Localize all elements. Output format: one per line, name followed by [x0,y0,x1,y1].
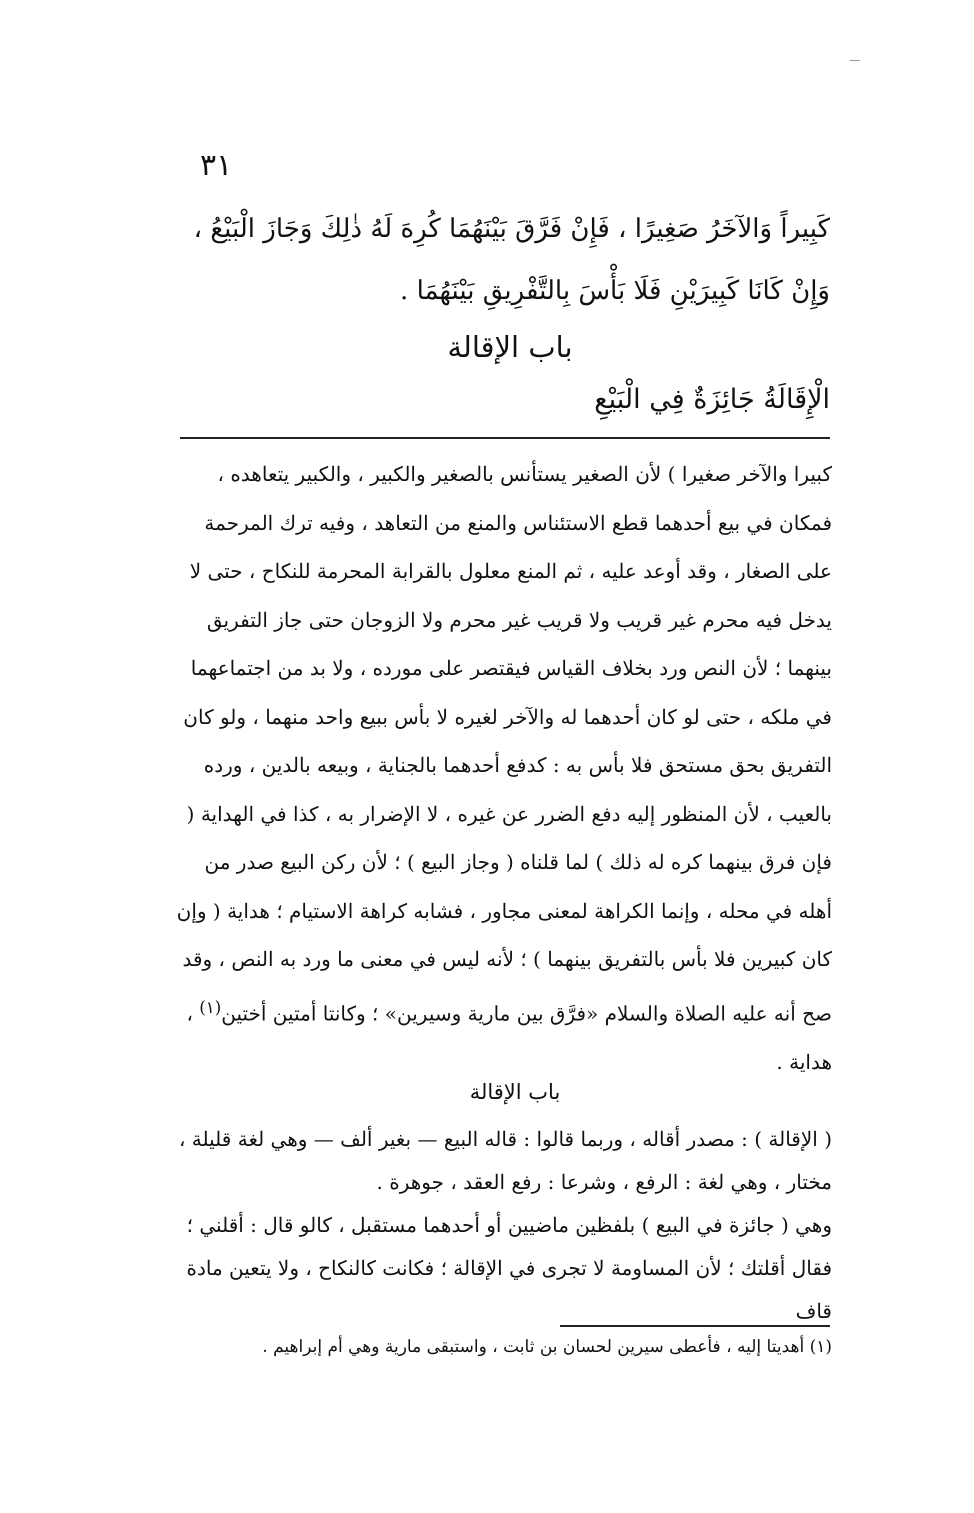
page-number: ٣١ [200,148,233,183]
definitions [170,1118,832,1333]
footnote [170,1332,832,1362]
commentary [170,450,832,1086]
footnote-text: (١) أهديتا إليه ، فأعطى سيرين لحسان بن ثابت ، واستبقى مارية وهي أم إبراهيم . [262,1337,832,1357]
definition-paragraph-1: ( الإقالة ) : مصدر أقاله ، وربما قالوا : قاله البيع — بغير ألف — وهي لغة قليلة ، مختار ، وهي لغة : الرفع ، وشرعا : رفع العقد ، جوهرة . [178,1127,832,1194]
scan-mark [850,60,860,61]
commentary-end: ، هداية . [186,1001,832,1074]
footnote-rule [560,1325,830,1327]
main-text [170,198,830,322]
commentary-text: كبيرا والآخر صغيرا ) لأن الصغير يستأنس بالصغير والكبير ، والكبير يتعاهده ، فمكان في بيع أحدهما قطع الاستئناس والمنع من التعاهد ، وفيه ترك المرحمة على الصغار ، وقد أوعد عليه ، ثم المنع معلول بالقرابة المحرمة للنكاح ، حتى لا يدخل فيه محرم غير قريب ولا قريب غير محرم ولا الزوجان حتى جاز التفريق بينهما ؛ لأن النص ورد بخلاف القياس فيقتصر على مورده ، ولا بد من اجتماعهما في ملكه ، حتى لو كان أحدهما له والآخر لغيره لا بأس ببيع واحد منهما ، ولو كان التفريق بحق مستحق فلا بأس به : كدفع أحدهما بالجناية ، وبيعه بالدين ، ورده بالعيب ، لأن المنظور إليه دفع الضرر عن غيره ، لا الإضرار به ، كذا في الهداية ( فإن فرق بينهما كره له ذلك ) لما قلناه ( وجاز البيع ) ؛ لأن ركن البيع صدر من أهله في محله ، وإنما الكراهة لمعنى مجاور ، فشابه كراهة الاستيام ؛ هداية ( وإن كان كبيرين فلا بأس بالتفريق بينهما ) ؛ لأنه ليس في معنى ما ورد به النص ، وقد صح أنه عليه الصلاة والسلام «فرَّق بين مارية وسيرين» ؛ وكانتا أمتين أختين [176,462,832,1026]
separator-rule [180,437,830,439]
main-paragraph: كَبِيراً وَالآخَرُ صَغِيرًا ، فَإِنْ فَرَّقَ بَيْنَهُمَا كُرِهَ لَهُ ذٰلِكَ وَجَازَ الْبَيْعُ ، وَإِنْ كَانَا كَبِيرَيْنِ فَلَا بَأْسَ بِالتَّفْرِيقِ بَيْنَهُمَا . [193,214,830,306]
commentary-paragraph [170,450,832,1086]
commentary-heading: باب الإقالة [469,1080,561,1104]
section-heading: باب الإقالة [447,330,573,364]
footnote-reference: (١) [199,997,222,1017]
main-item: الْإِقَالَةُ جَائِزَةٌ فِي الْبَيْعِ [594,384,830,415]
definition-paragraph-2: وهي ( جائزة في البيع ) بلفظين ماضيين أو أحدهما مستقبل ، كالو قال : أقلني ؛ فقال أقلتك ؛ لأن المساومة لا تجرى في الإقالة ؛ فكانت كالنكاح ، ولا يتعين مادة قاف [186,1213,832,1323]
